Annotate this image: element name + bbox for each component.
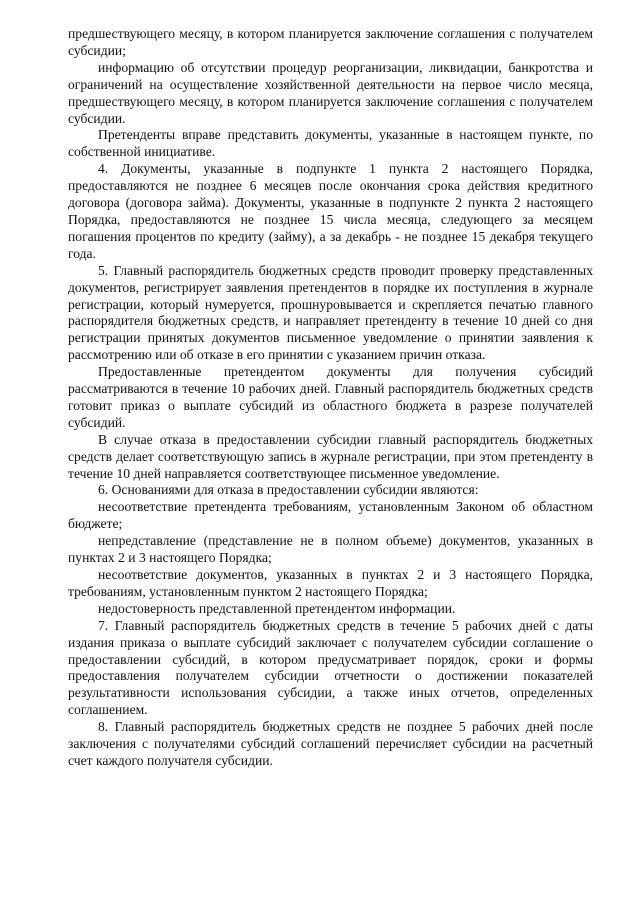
paragraph-review-period: Предоставленные претендентом документы для получения субсидий рассматриваются в течение 10 рабочих дней. Главный распорядитель бюджетных средств готовит приказ о выплате субсидий из областного бюджета в разрезе получателей субсидий. — [68, 364, 593, 430]
paragraph-item-7: 7. Главный распорядитель бюджетных средств в течение 5 рабочих дней с даты издания приказа о выплате субсидий заключает с получателем субсидии соглашение о предоставлении субсидий, в котором предусматривает порядок, сроки и формы предоставления получателем субсидии отчетности о достижении показателей результативности использования субсидии, а также иных отчетов, определенных соглашением. — [68, 617, 593, 718]
paragraph-item-4: 4. Документы, указанные в подпункте 1 пункта 2 настоящего Порядка, предоставляются не позднее 6 месяцев после окончания срока действия кредитного договора (договора займа). Документы, указанные в подпункте 2 пункта 2 настоящего Порядка, предоставляются не позднее 15 числа месяца, следующего за месяцем погашения процентов по кредиту (займу), а за декабрь - не позднее 15 декабря текущего года. — [68, 161, 593, 261]
paragraph-refusal-ground-1: несоответствие претендента требованиям, установленным Законом об областном бюджете; — [68, 499, 593, 532]
paragraph-item-6: 6. Основаниями для отказа в предоставлении субсидии являются: — [98, 482, 479, 498]
paragraph-item-5: 5. Главный распорядитель бюджетных средств проводит проверку представленных документов, регистрирует заявления претендентов в порядке их поступления в журнале регистрации, который нумеруется, прошнуровывается и скрепляется печатью главного распорядителя бюджетных средств, и направляет претенденту в течение 10 дней со дня регистрации принятых документов письменное уведомление о принятии заявления к рассмотрению или об отказе в его принятии с указанием причин отказа. — [68, 262, 593, 363]
paragraph-refusal-ground-3: несоответствие документов, указанных в пунктах 2 и 3 настоящего Порядка, требованиям, установленным пунктом 2 настоящего Порядка; — [68, 567, 593, 599]
paragraph-refusal-record: В случае отказа в предоставлении субсидии главный распорядитель бюджетных средств делает соответствующую запись в журнале регистрации, при этом претенденту в течение 10 дней направляется соответствующее письменное уведомление. — [68, 431, 593, 481]
paragraph-refusal-ground-2: непредставление (представление не в полном объеме) документов, указанных в пунктах 2 и 3 настоящего Порядка; — [68, 533, 593, 566]
paragraph-continuation: предшествующего месяцу, в котором планируется заключение соглашения с получателем субсидии; — [68, 26, 593, 58]
paragraph-no-reorganization-info: информацию об отсутствии процедур реорганизации, ликвидации, банкротства и ограничений на осуществление хозяйственной деятельности на первое число месяца, предшествующего месяцу, в котором планируется заключение соглашения с получателем субсидии. — [68, 59, 593, 126]
paragraph-refusal-ground-4: недостоверность представленной претендентом информации. — [98, 600, 456, 616]
paragraph-item-8: 8. Главный распорядитель бюджетных средств не позднее 5 рабочих дней после заключения с получателями субсидий соглашений перечисляет субсидии на расчетный счет каждого получателя субсидии. — [68, 719, 593, 768]
document-page — [68, 26, 593, 770]
paragraph-own-initiative: Претенденты вправе представить документы, указанные в настоящем пункте, по собственной инициативе. — [68, 127, 593, 160]
